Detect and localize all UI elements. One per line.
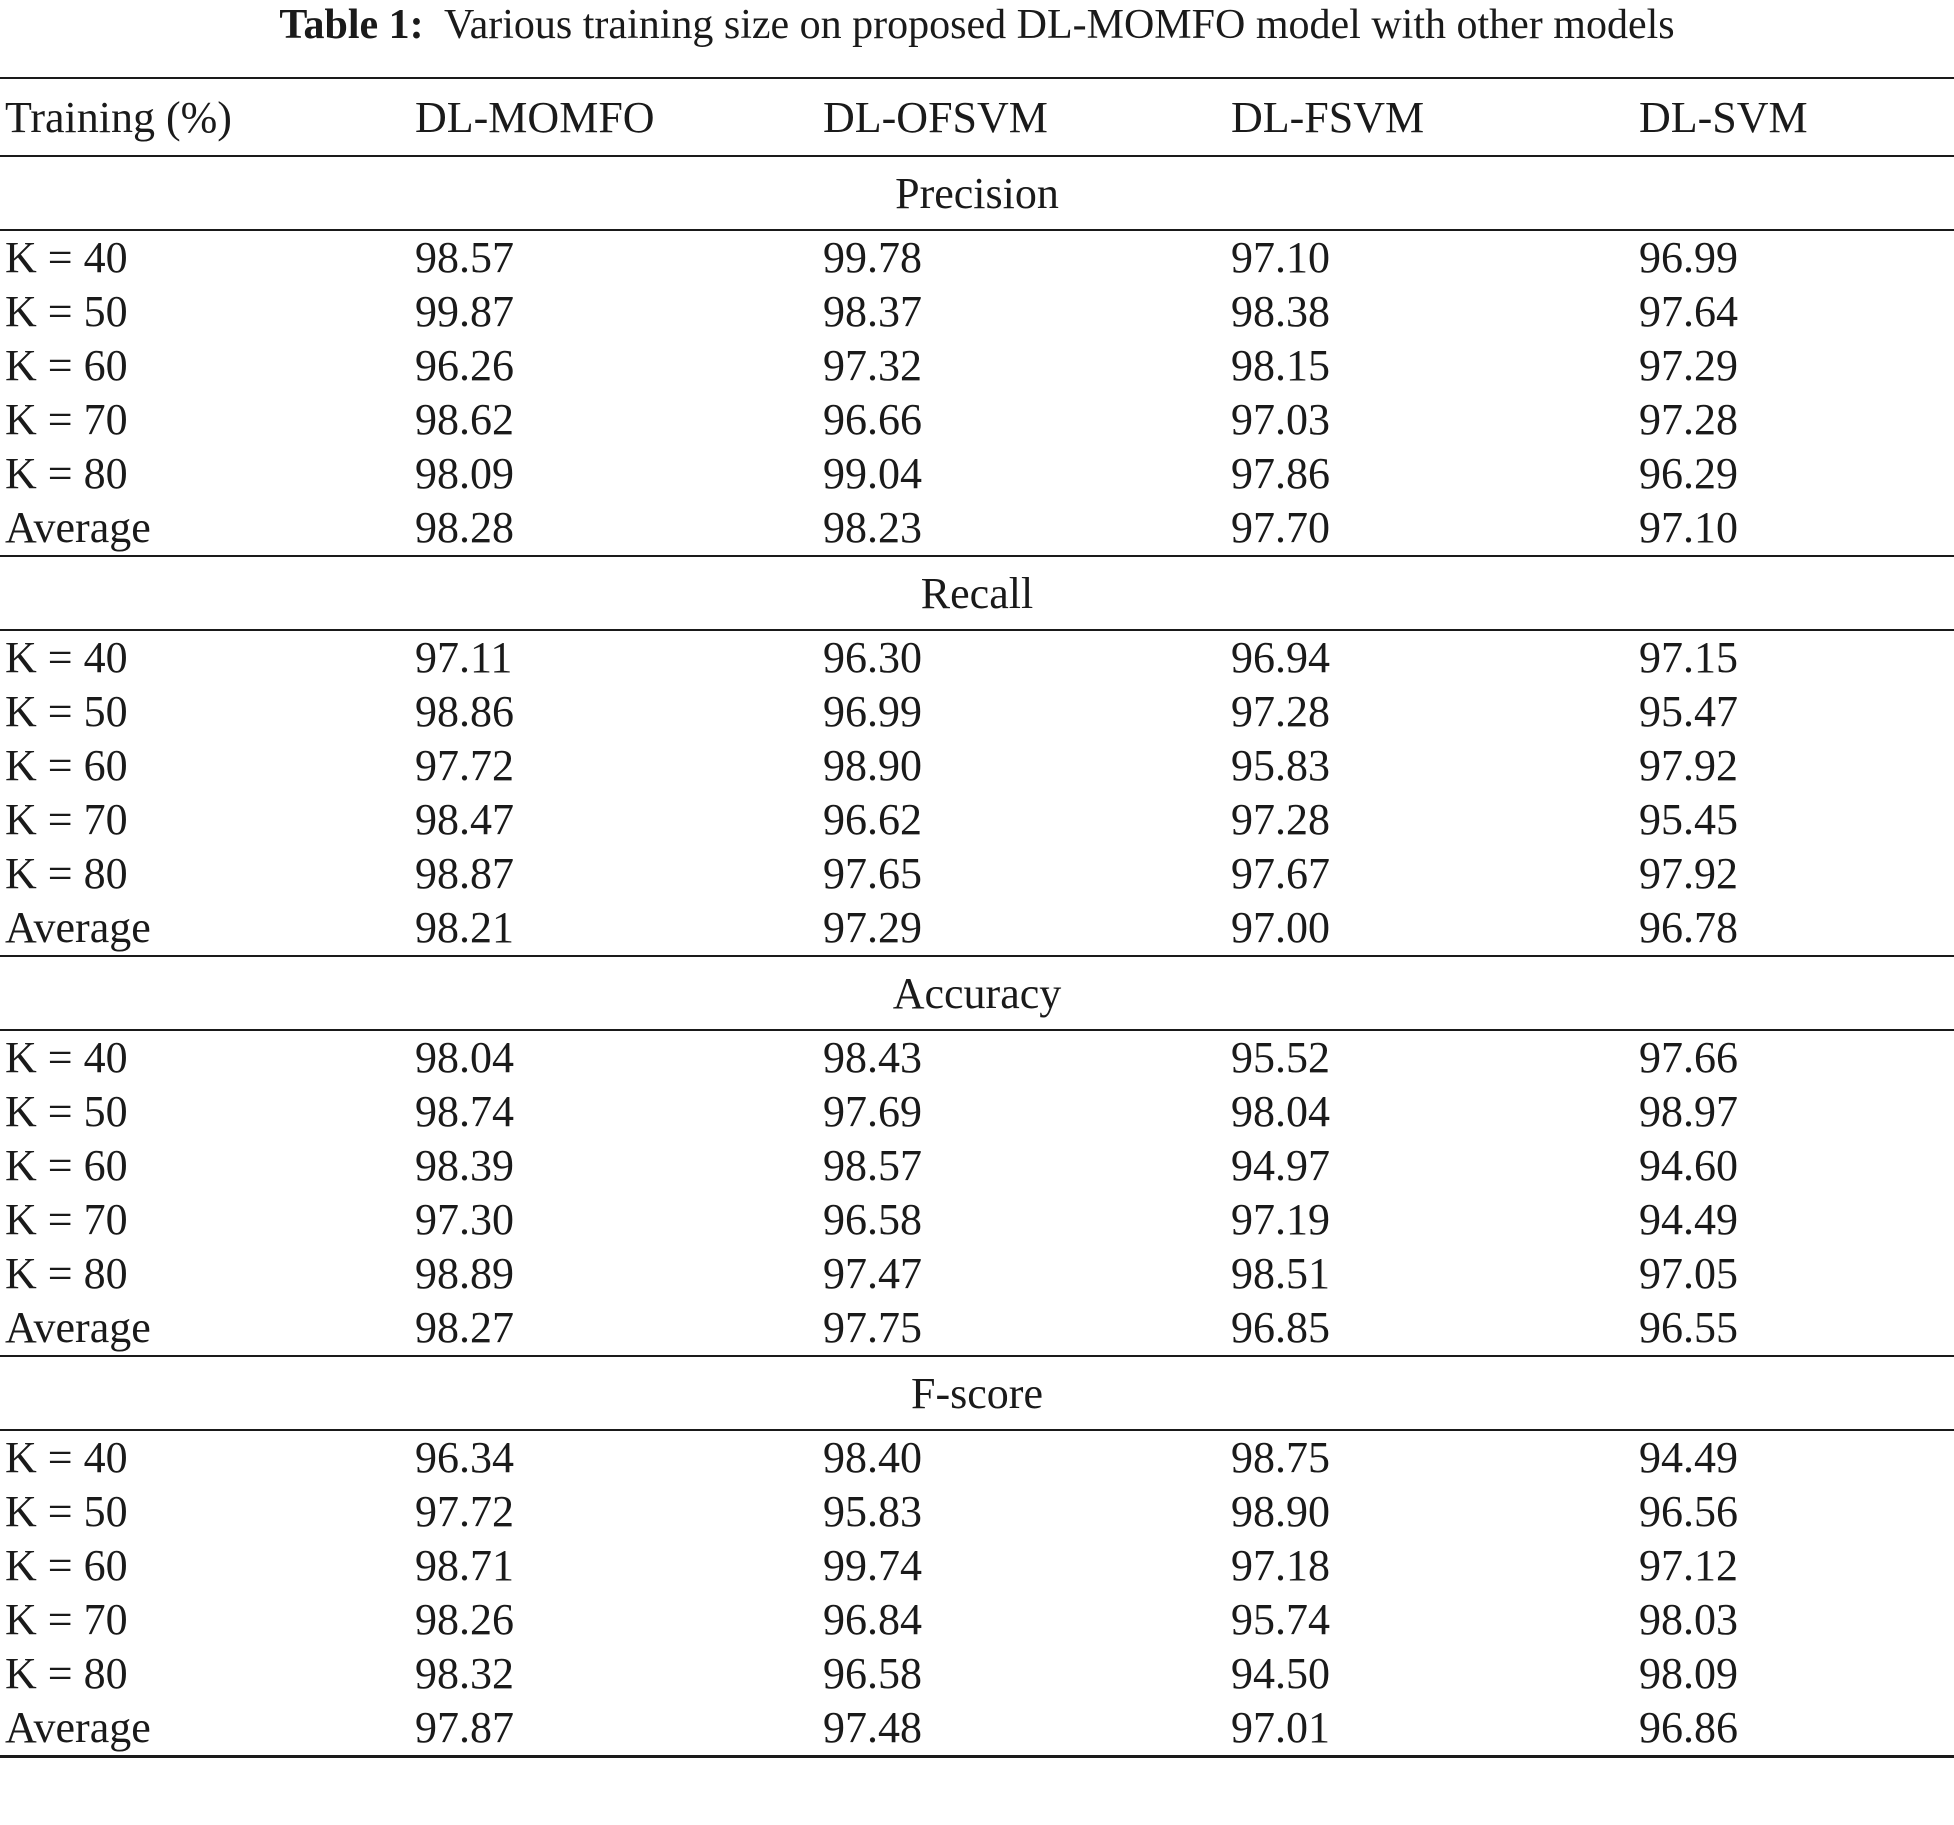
- cell-dl-momfo: 97.11: [415, 633, 513, 682]
- table-row: [0, 1485, 1954, 1539]
- cell-training: K = 40: [5, 633, 128, 682]
- cell-training: K = 50: [5, 1487, 128, 1536]
- cell-dl-svm: 97.64: [1639, 287, 1738, 336]
- cell-dl-momfo: 98.28: [410, 501, 818, 556]
- column-header-dl-ofsvm: DL-OFSVM: [823, 92, 1048, 142]
- cell-training: K = 60: [5, 341, 128, 390]
- cell-dl-fsvm: 95.83: [1231, 741, 1330, 790]
- section-title: F-score: [0, 1356, 1954, 1430]
- cell-dl-momfo: 98.89: [415, 1249, 514, 1298]
- cell-training: K = 40: [5, 1433, 128, 1482]
- cell-dl-svm: 98.09: [1639, 1649, 1738, 1698]
- cell-dl-momfo: 98.32: [415, 1649, 514, 1698]
- cell-dl-fsvm: 97.18: [1231, 1541, 1330, 1590]
- cell-dl-fsvm: 97.03: [1231, 395, 1330, 444]
- cell-dl-ofsvm: 97.47: [823, 1249, 922, 1298]
- cell-training: Average: [0, 1701, 410, 1757]
- section-title: Recall: [0, 556, 1954, 630]
- cell-dl-fsvm: 98.90: [1231, 1487, 1330, 1536]
- cell-dl-ofsvm: 97.29: [818, 901, 1226, 956]
- cell-dl-momfo: 97.87: [410, 1701, 818, 1757]
- cell-dl-fsvm: 95.52: [1231, 1033, 1330, 1082]
- cell-training: K = 40: [5, 233, 128, 282]
- table-row: [0, 285, 1954, 339]
- column-header-training: Training (%): [5, 92, 232, 142]
- cell-dl-svm: 95.45: [1639, 795, 1738, 844]
- cell-training: K = 80: [5, 449, 128, 498]
- table-row: [0, 630, 1954, 685]
- cell-dl-ofsvm: 96.66: [823, 395, 922, 444]
- cell-training: K = 70: [5, 395, 128, 444]
- cell-training: Average: [0, 501, 410, 556]
- cell-dl-momfo: 98.27: [410, 1301, 818, 1356]
- cell-dl-fsvm: 98.75: [1231, 1433, 1330, 1482]
- results-table: [0, 77, 1954, 1758]
- cell-dl-momfo: 96.26: [415, 341, 514, 390]
- column-header-dl-fsvm: DL-FSVM: [1231, 92, 1425, 142]
- cell-dl-ofsvm: 97.48: [818, 1701, 1226, 1757]
- table-caption-label: Table 1:: [279, 2, 424, 48]
- section-header-row: [0, 156, 1954, 230]
- table-row: [0, 685, 1954, 739]
- cell-dl-svm: 94.60: [1639, 1141, 1738, 1190]
- cell-dl-svm: 94.49: [1639, 1195, 1738, 1244]
- cell-dl-momfo: 98.74: [415, 1087, 514, 1136]
- cell-dl-fsvm: 97.70: [1226, 501, 1634, 556]
- cell-training: K = 80: [5, 1249, 128, 1298]
- table-row: [0, 1030, 1954, 1085]
- cell-dl-momfo: 98.62: [415, 395, 514, 444]
- cell-dl-momfo: 98.39: [415, 1141, 514, 1190]
- section-header-row: [0, 1356, 1954, 1430]
- cell-dl-fsvm: 95.74: [1231, 1595, 1330, 1644]
- header-row: [0, 78, 1954, 156]
- cell-training: K = 70: [5, 1595, 128, 1644]
- section-header-row: [0, 556, 1954, 630]
- cell-dl-fsvm: 98.51: [1231, 1249, 1330, 1298]
- cell-dl-ofsvm: 99.74: [823, 1541, 922, 1590]
- cell-training: Average: [0, 901, 410, 956]
- table-row: [0, 1085, 1954, 1139]
- average-row: [0, 1701, 1954, 1757]
- cell-dl-fsvm: 94.97: [1231, 1141, 1330, 1190]
- table-row: [0, 393, 1954, 447]
- cell-dl-ofsvm: 97.69: [823, 1087, 922, 1136]
- cell-dl-ofsvm: 98.90: [823, 741, 922, 790]
- cell-dl-svm: 96.86: [1634, 1701, 1954, 1757]
- cell-dl-fsvm: 97.67: [1231, 849, 1330, 898]
- cell-training: K = 60: [5, 1141, 128, 1190]
- cell-training: K = 60: [5, 1541, 128, 1590]
- table-caption-text: Various training size on proposed DL-MOMFO model with other models: [443, 2, 1675, 48]
- cell-dl-momfo: 98.21: [410, 901, 818, 956]
- cell-dl-ofsvm: 97.75: [818, 1301, 1226, 1356]
- cell-dl-svm: 96.99: [1639, 233, 1738, 282]
- cell-dl-momfo: 97.30: [415, 1195, 514, 1244]
- cell-dl-svm: 97.92: [1639, 741, 1738, 790]
- cell-dl-momfo: 98.86: [415, 687, 514, 736]
- cell-dl-momfo: 98.71: [415, 1541, 514, 1590]
- cell-dl-svm: 97.10: [1634, 501, 1954, 556]
- table-row: [0, 1539, 1954, 1593]
- section-recall: [0, 556, 1954, 956]
- section-f-score: [0, 1356, 1954, 1757]
- cell-dl-fsvm: 97.19: [1231, 1195, 1330, 1244]
- cell-training: K = 80: [5, 1649, 128, 1698]
- cell-dl-momfo: 97.72: [415, 741, 514, 790]
- table-row: [0, 793, 1954, 847]
- cell-dl-svm: 96.55: [1634, 1301, 1954, 1356]
- table-row: [0, 847, 1954, 901]
- table-row: [0, 230, 1954, 285]
- cell-training: K = 50: [5, 287, 128, 336]
- table-row: [0, 1193, 1954, 1247]
- cell-dl-fsvm: 97.28: [1231, 687, 1330, 736]
- average-row: [0, 1301, 1954, 1356]
- cell-dl-svm: 95.47: [1639, 687, 1738, 736]
- table-row: [0, 1139, 1954, 1193]
- cell-dl-svm: 97.05: [1639, 1249, 1738, 1298]
- cell-dl-momfo: 98.26: [415, 1595, 514, 1644]
- cell-training: K = 80: [5, 849, 128, 898]
- cell-training: K = 50: [5, 687, 128, 736]
- table-row: [0, 1647, 1954, 1701]
- column-header-dl-momfo: DL-MOMFO: [415, 92, 655, 142]
- cell-training: K = 70: [5, 1195, 128, 1244]
- cell-dl-svm: 98.97: [1639, 1087, 1738, 1136]
- cell-dl-svm: 97.28: [1639, 395, 1738, 444]
- cell-dl-fsvm: 97.28: [1231, 795, 1330, 844]
- cell-training: Average: [0, 1301, 410, 1356]
- average-row: [0, 501, 1954, 556]
- cell-dl-fsvm: 94.50: [1231, 1649, 1330, 1698]
- cell-training: K = 70: [5, 795, 128, 844]
- cell-dl-ofsvm: 98.40: [823, 1433, 922, 1482]
- cell-dl-svm: 97.12: [1639, 1541, 1738, 1590]
- section-title: Precision: [0, 156, 1954, 230]
- cell-dl-momfo: 96.34: [415, 1433, 514, 1482]
- cell-dl-ofsvm: 99.04: [823, 449, 922, 498]
- cell-dl-ofsvm: 98.37: [823, 287, 922, 336]
- cell-dl-ofsvm: 98.43: [823, 1033, 922, 1082]
- cell-training: K = 40: [5, 1033, 128, 1082]
- cell-dl-fsvm: 97.10: [1231, 233, 1330, 282]
- cell-dl-momfo: 99.87: [415, 287, 514, 336]
- cell-dl-ofsvm: 97.32: [823, 341, 922, 390]
- cell-dl-fsvm: 96.85: [1226, 1301, 1634, 1356]
- cell-dl-svm: 97.29: [1639, 341, 1738, 390]
- cell-dl-svm: 98.03: [1639, 1595, 1738, 1644]
- cell-dl-ofsvm: 96.58: [823, 1195, 922, 1244]
- cell-dl-fsvm: 98.04: [1231, 1087, 1330, 1136]
- cell-dl-svm: 96.56: [1639, 1487, 1738, 1536]
- cell-training: K = 50: [5, 1087, 128, 1136]
- cell-dl-ofsvm: 95.83: [823, 1487, 922, 1536]
- cell-dl-fsvm: 97.86: [1231, 449, 1330, 498]
- cell-dl-ofsvm: 96.84: [823, 1595, 922, 1644]
- cell-dl-momfo: 98.09: [415, 449, 514, 498]
- table-row: [0, 1593, 1954, 1647]
- cell-dl-ofsvm: 96.58: [823, 1649, 922, 1698]
- section-precision: [0, 156, 1954, 556]
- cell-dl-fsvm: 96.94: [1231, 633, 1330, 682]
- table-caption: [0, 0, 1954, 50]
- cell-dl-svm: 97.15: [1639, 633, 1738, 682]
- table-row: [0, 739, 1954, 793]
- cell-training: K = 60: [5, 741, 128, 790]
- cell-dl-momfo: 98.87: [415, 849, 514, 898]
- cell-dl-momfo: 97.72: [415, 1487, 514, 1536]
- cell-dl-ofsvm: 96.30: [823, 633, 922, 682]
- cell-dl-fsvm: 98.38: [1231, 287, 1330, 336]
- cell-dl-svm: 96.29: [1639, 449, 1738, 498]
- table-row: [0, 339, 1954, 393]
- average-row: [0, 901, 1954, 956]
- table-row: [0, 447, 1954, 501]
- section-header-row: [0, 956, 1954, 1030]
- section-accuracy: [0, 956, 1954, 1356]
- cell-dl-fsvm: 97.00: [1226, 901, 1634, 956]
- cell-dl-ofsvm: 96.62: [823, 795, 922, 844]
- cell-dl-svm: 96.78: [1634, 901, 1954, 956]
- cell-dl-fsvm: 97.01: [1226, 1701, 1634, 1757]
- cell-dl-svm: 94.49: [1639, 1433, 1738, 1482]
- cell-dl-ofsvm: 98.23: [818, 501, 1226, 556]
- cell-dl-momfo: 98.04: [415, 1033, 514, 1082]
- cell-dl-momfo: 98.47: [415, 795, 514, 844]
- column-header-dl-svm: DL-SVM: [1639, 92, 1808, 142]
- cell-dl-svm: 97.66: [1639, 1033, 1738, 1082]
- cell-dl-ofsvm: 98.57: [823, 1141, 922, 1190]
- table-row: [0, 1247, 1954, 1301]
- cell-dl-svm: 97.92: [1639, 849, 1738, 898]
- cell-dl-momfo: 98.57: [415, 233, 514, 282]
- table-row: [0, 1430, 1954, 1485]
- section-title: Accuracy: [0, 956, 1954, 1030]
- cell-dl-ofsvm: 97.65: [823, 849, 922, 898]
- cell-dl-fsvm: 98.15: [1231, 341, 1330, 390]
- cell-dl-ofsvm: 99.78: [823, 233, 922, 282]
- cell-dl-ofsvm: 96.99: [823, 687, 922, 736]
